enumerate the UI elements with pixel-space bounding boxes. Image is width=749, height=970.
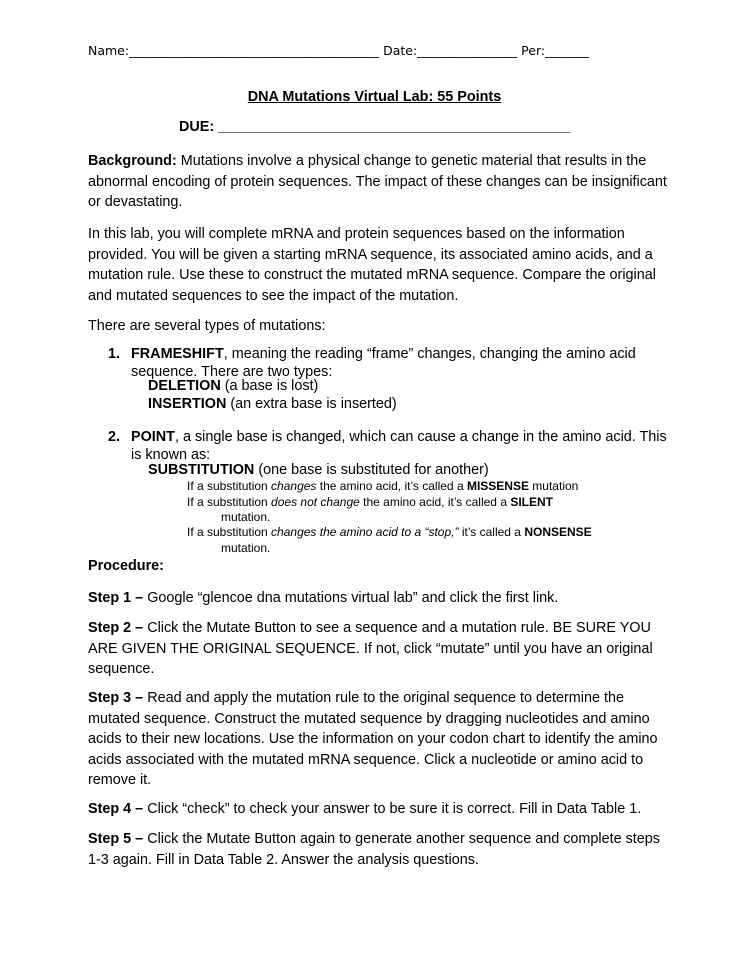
- header-fields: [88, 43, 589, 58]
- step-label: Step 4 –: [88, 801, 144, 817]
- deletion-term: DELETION: [148, 378, 221, 394]
- missense-term: MISSENSE: [466, 479, 529, 493]
- frameshift-term: FRAMESHIFT: [131, 346, 224, 362]
- deletion-text: (a base is lost): [220, 378, 319, 394]
- step-3: [88, 688, 673, 791]
- step-text: Click “check” to check your answer to be sure it is correct. Fill in Data Table 1.: [143, 801, 642, 817]
- step-label: Step 2 –: [88, 620, 144, 636]
- step-5: [88, 829, 673, 870]
- frameshift-description: [131, 345, 676, 381]
- step-label: Step 1 –: [88, 590, 144, 606]
- point-text: , a single base is changed, which can cause a change in the amino acid. This is known as:: [131, 429, 667, 463]
- frameshift-text: , meaning the reading “frame” changes, changing the amino acid sequence. There are two types:: [131, 346, 636, 380]
- step-2: [88, 618, 673, 680]
- background-label: Background:: [88, 153, 177, 169]
- step-text: Read and apply the mutation rule to the original sequence to determine the mutated sequence. Construct the mutated sequence by dragging nucleotides and amino acids to their new locations. Use the information on your codon chart to identify the amino acids associated with the mutated mRNA sequence. Click a nucleotide or amino acid to remove it.: [88, 690, 658, 788]
- nonsense-term: NONSENSE: [524, 525, 592, 539]
- step-label: Step 3 –: [88, 690, 144, 706]
- page-title: DNA Mutations Virtual Lab: 55 Points: [247, 89, 502, 105]
- step-1: [88, 588, 673, 609]
- list-number-2: 2.: [108, 429, 121, 445]
- procedure-heading: Procedure:: [88, 558, 164, 574]
- insertion-term: INSERTION: [148, 396, 227, 412]
- silent-term: SILENT: [510, 495, 553, 509]
- point-term: POINT: [131, 429, 175, 445]
- list-number-1: 1.: [108, 346, 121, 362]
- deletion-item: [148, 377, 318, 395]
- intro-paragraph: In this lab, you will complete mRNA and protein sequences based on the information provided. You will be given a starting mRNA sequence, its associated amino acids, and a mutation rule. Use these to construct the mutated mRNA sequence. Compare the original and mutated sequences to see the impact of the mutation.: [88, 226, 656, 304]
- insertion-text: (an extra base is inserted): [226, 396, 397, 412]
- step-label: Step 5 –: [88, 831, 144, 847]
- step-text: Click the Mutate Button again to generate another sequence and complete steps 1-3 again. Fill in Data Table 2. Answer the analysis questions.: [88, 831, 661, 868]
- step-4: [88, 799, 673, 820]
- due-date-line: DUE: ____________________________________________: [179, 119, 571, 135]
- background-paragraph: [88, 151, 673, 213]
- date-field: Date:________________: [383, 43, 518, 58]
- substitution-term: SUBSTITUTION: [148, 462, 255, 478]
- name-field: Name:________________________________________: [88, 43, 380, 58]
- silent-rule: If a substitution does not change the amino acid, it’s called a SILENT: [187, 495, 553, 509]
- step-text: Click the Mutate Button to see a sequence and a mutation rule. BE SURE YOU ARE GIVEN THE ORIGINAL SEQUENCE. If not, click “mutate” until you have an original sequence.: [88, 620, 653, 677]
- insertion-item: [148, 395, 397, 413]
- substitution-item: [148, 461, 489, 479]
- point-description: [131, 428, 676, 464]
- types-intro: There are several types of mutations:: [88, 318, 326, 334]
- missense-rule: If a substitution changes the amino acid, it’s called a MISSENSE mutation: [187, 479, 579, 493]
- substitution-text: (one base is substituted for another): [254, 462, 489, 478]
- nonsense-rule: If a substitution changes the amino acid to a “stop,” it’s called a NONSENSE: [187, 525, 592, 539]
- period-field: Per:_______: [521, 43, 589, 58]
- silent-rule-end: mutation.: [221, 510, 271, 524]
- background-text: Mutations involve a physical change to genetic material that results in the abnormal encoding of protein sequences. The impact of these changes can be insignificant or devastating.: [88, 153, 667, 210]
- step-text: Google “glencoe dna mutations virtual lab” and click the first link.: [143, 590, 559, 606]
- nonsense-rule-end: mutation.: [221, 541, 271, 555]
